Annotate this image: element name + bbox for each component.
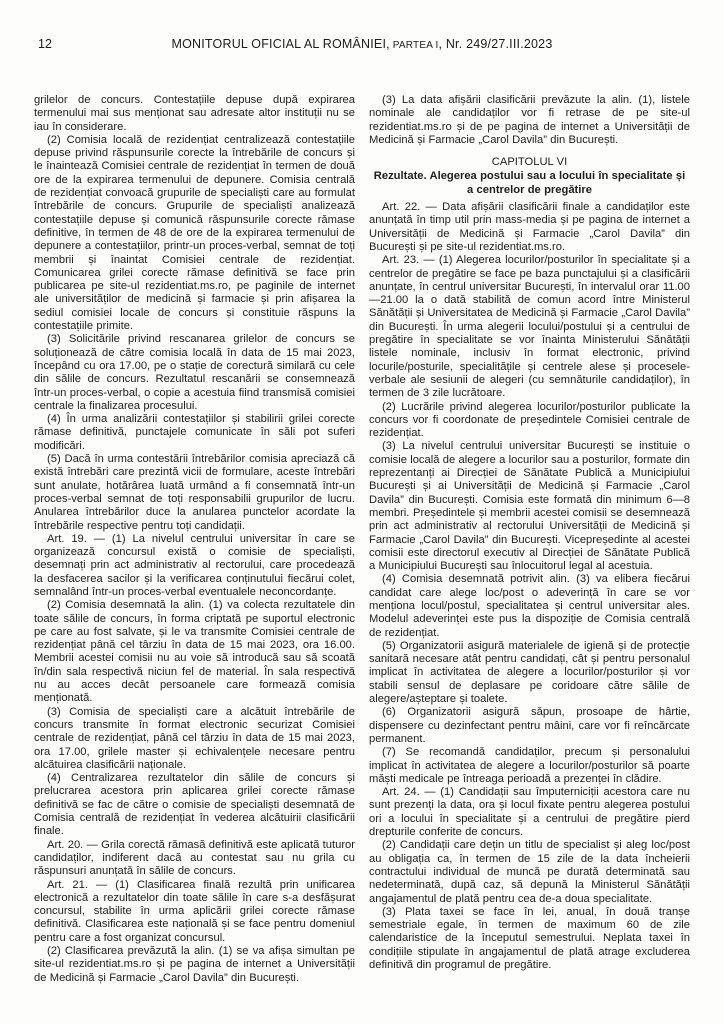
chapter-number: CAPITOLUL VI [491, 156, 568, 169]
paragraph: Art. 24. — (1) Candidații sau împuterniciții acestora care nu sunt prezenți la data, ora și locul fixate pentru alegerea postului ori a locului în specialitate și a centrului de pregătire pierd drepturile conferite de concurs. [369, 786, 690, 839]
page-header [36, 36, 688, 53]
journal-title-number: , Nr. 249/27.III.2023 [438, 37, 553, 51]
journal-title-part: PARTEA I [389, 40, 439, 51]
paragraph: Art. 23. — (1) Alegerea locurilor/posturilor în specialitate și a centrelor de pregătire se face pe baza punctajului și a clasificării anunțate, în centrul universitar București, în intervalul orar 11.00—21.00 la o dată stabilită de comun acord între Ministerul Sănătății și Universitatea de Medicină și Farmacie „Carol Davila” din București. În urma alegerii locului/postului și a centrului de pregătire în specialitate se vor înainta Ministerului Sănătății listele nominale, inclusiv în format electronic, privind locurile/posturile, specialitățile și centrele alese și procesele-verbale ale sesiunii de alegeri (cu semnăturile candidaților), în termen de 3 zile lucrătoare. [369, 254, 690, 400]
journal-title-main: MONITORUL OFICIAL AL ROMÂNIEI, [171, 37, 390, 51]
paragraph: (4) Comisia desemnată potrivit alin. (3) va elibera fiecărui candidat care alege loc/post o adeverință în care se vor menționa locul/postul, specialitatea și centrul universitar ales. Modelul adeverinței este pus la dispoziție de Comisia centrală de rezidențiat. [369, 573, 690, 639]
paragraph: (5) Dacă în urma contestării întrebărilor comisia apreciază că există întrebări care prezintă vicii de formulare, aceste întrebări sunt anulate, hotărârea luată urmând a fi consemnată într-un proces-verbal semnat de toți responsabilii grupurilor de lucru. Anularea întrebărilor duce la anularea punctelor acordate la întrebările respective pentru toți candidații. [34, 453, 355, 532]
paragraph: (4) În urma analizării contestațiilor și stabilirii grilei corecte rămase definitivă, punctajele comunicate în săli pot suferi modificări. [34, 413, 355, 452]
paragraph-continuation: grilelor de concurs. Contestațiile depuse după expirarea termenului mai sus menționat sau adresate altor instituții nu se iau în considerare. [34, 94, 355, 133]
paragraph: (3) La nivelul centrului universitar București se instituie o comisie locală de alegere a locurilor sau a posturilor, formate din reprezentanți ai Direcției de Sănătate Publică a Municipiului București și ai Universității de Medicină și Farmacie „Carol Davila” din București. Comisia este formată din minimum 6—8 membri. Președintele și membrii acestei comisii se desemnează prin act administrativ al rectorului Universității de Medicină și Farmacie „Carol Davila” din București. Vicepreședinte al acestei comisii este directorul executiv al Direcției de Sănătate Publică a Municipiului București sau înlocuitorul legal al acestuia. [369, 440, 691, 573]
paragraph: (3) Plata taxei se face în lei, anual, în două tranșe semestriale egale, în termen de maximum 60 de zile calendaristice de la începutul semestrului. Neplata taxei în condițiile stipulate în angajamentul de plată atrage excluderea definitivă din programul de pregătire. [369, 905, 690, 971]
chapter-title: Rezultate. Alegerea postului sau a locului în specialitate și a centrelor de pregătire [373, 170, 686, 196]
paragraph: Art. 19. — (1) La nivelul centrului universitar în care se organizează concursul există o comisie de specialiști, desemnați prin act administrativ al rectorului, care procedează la desfacerea sacilor și la verificarea conținutului fiecărui colet, semnalând într-un proces-verbal eventualele neconcordanțe. [34, 532, 355, 598]
paragraph: (3) Solicitările privind rescanarea grilelor de concurs se soluționează de către comisia locală în data de 15 mai 2023, începând cu ora 17.00, pe o stație de corectură similară cu cele din sălile de concurs. Rezultatul rescanării se consemnează într-un proces-verbal, o copie a acestuia fiind transmisă comisiei centrale la finalizarea procesului. [34, 333, 355, 412]
left-column [34, 94, 355, 985]
paragraph: (7) Se recomandă candidaților, precum și personalului implicat în activitatea de alegere a locurilor/posturilor să poarte măști medicale pe întreaga perioadă a prezenței în clădire. [369, 746, 690, 785]
paragraph: (3) La data afișării clasificării prevăzute la alin. (1), listele nominale ale candidaților vor fi retrase de pe site-ul rezidentiat.ms.ro și de pe pagina de internet a Universității de Medicină și Farmacie „Carol Davila” din București. [369, 94, 690, 146]
paragraph: (2) Candidații care dețin un titlu de specialist și aleg loc/post au obligația ca, în termen de 15 zile de la data încheierii contractului individual de muncă pe durată determinată sau nedeterminată, după caz, să depună la Ministerul Sănătății angajamentul de plată pentru cea de-a doua specialitate. [369, 839, 690, 905]
paragraph: (4) Centralizarea rezultatelor din sălile de concurs și prelucrarea acestora prin aplicarea grilei corecte rămase definitivă se fac de către o comisie de specialiști desemnată de Comisia centrală de rezidențiat în vederea alcătuirii clasificării finale. [34, 772, 355, 838]
paragraph: Art. 20. — Grila corectă rămasă definitivă este aplicată tuturor candidaților, indiferent dacă au contestat sau nu grila cu răspunsuri anunțată în sălile de concurs. [34, 838, 355, 878]
paragraph: (2) Comisia desemnată la alin. (1) va colecta rezultatele din toate sălile de concurs, în forma criptată pe suportul electronic pe care au fost salvate, și le va transmite Comisiei centrale de rezidențiat până cel târziu în data de 15 mai 2023, ora 16.00. Membrii acestei comisii nu au voie să introducă sau să scoată în/din sala respectivă niciun fel de material. În sala respectivă nu au acces decât persoanele care formează comisia menționată. [34, 599, 355, 705]
page-number: 12 [38, 37, 52, 51]
paragraph: (3) Comisia de specialiști care a alcătuit întrebările de concurs transmite în format electronic securizat Comisiei centrale de rezidențiat, până cel târziu în data de 15 mai 2023, ora 17.00, grilele master și echivalențele necesare pentru alcătuirea clasificării naționale. [34, 705, 355, 771]
paragraph: (2) Clasificarea prevăzută la alin. (1) se va afișa simultan pe site-ul rezidentiat.ms.ro și pe pagina de internet a Universității de Medicină și Farmacie „Carol Davila” din București. [34, 945, 355, 984]
paragraph: (5) Organizatorii asigură materialele de igienă și de protecție sanitară necesare atât pentru candidați, cât și pentru personalul implicat în activitatea de alegere a locurilor/posturilor și vor stabili sensul de deplasare pe coridoare către sălile de alegere/așteptare și toalete. [369, 639, 690, 706]
paragraph: (6) Organizatorii asigură săpun, prosoape de hârtie, dispensere cu dezinfectant pentru mâini, care vor fi reîncărcate permanent. [369, 706, 690, 745]
paragraph: Art. 21. — (1) Clasificarea finală rezultă prin unificarea electronică a rezultatelor din toate sălile în care s-a desfășurat concursul, stabilite în urma aplicării grilei corecte rămase definitivă. Clasificarea este națională și se face pentru domeniul pentru care a fost organizat concursul. [34, 878, 355, 944]
paragraph: (2) Comisia locală de rezidențiat centralizează contestațiile depuse privind răspunsurile corecte la întrebările de concurs și le înaintează Comisiei centrale de rezidențiat în termen de două ore de la expirarea termenului de depunere. Comisia centrală de rezidențiat convoacă grupurile de specialiști care au formulat întrebările de concurs. Grupurile de specialiști analizează contestațiile depuse și comunică răspunsurile corecte rămase definitive, în termen de 48 de ore de la expirarea termenului de depunere a contestațiilor, printr-un proces-verbal, semnat de toți membrii și înaintat Comisiei centrale de rezidențiat. Comunicarea grilei corecte rămase definitivă se face prin publicarea pe site-ul rezidentiat.ms.ro, pe paginile de internet ale universităților de medicină și farmacie și prin afișarea la sediul comisiei locale de concurs și constituie răspuns la contestațiile primite. [34, 133, 355, 333]
journal-title [36, 36, 688, 54]
paragraph: (2) Lucrările privind alegerea locurilor/posturilor publicate la concurs vor fi coordonate de președintele Comisiei centrale de rezidențiat. [369, 400, 690, 440]
paragraph: Art. 22. — Data afișării clasificării finale a candidaților este anunțată în timp util prin mass-media și pe pagina de internet a Universității de Medicină și Farmacie „Carol Davila” din București și pe site-ul rezidentiat.ms.ro. [369, 201, 690, 253]
text-columns [34, 94, 690, 985]
right-column [369, 94, 690, 985]
